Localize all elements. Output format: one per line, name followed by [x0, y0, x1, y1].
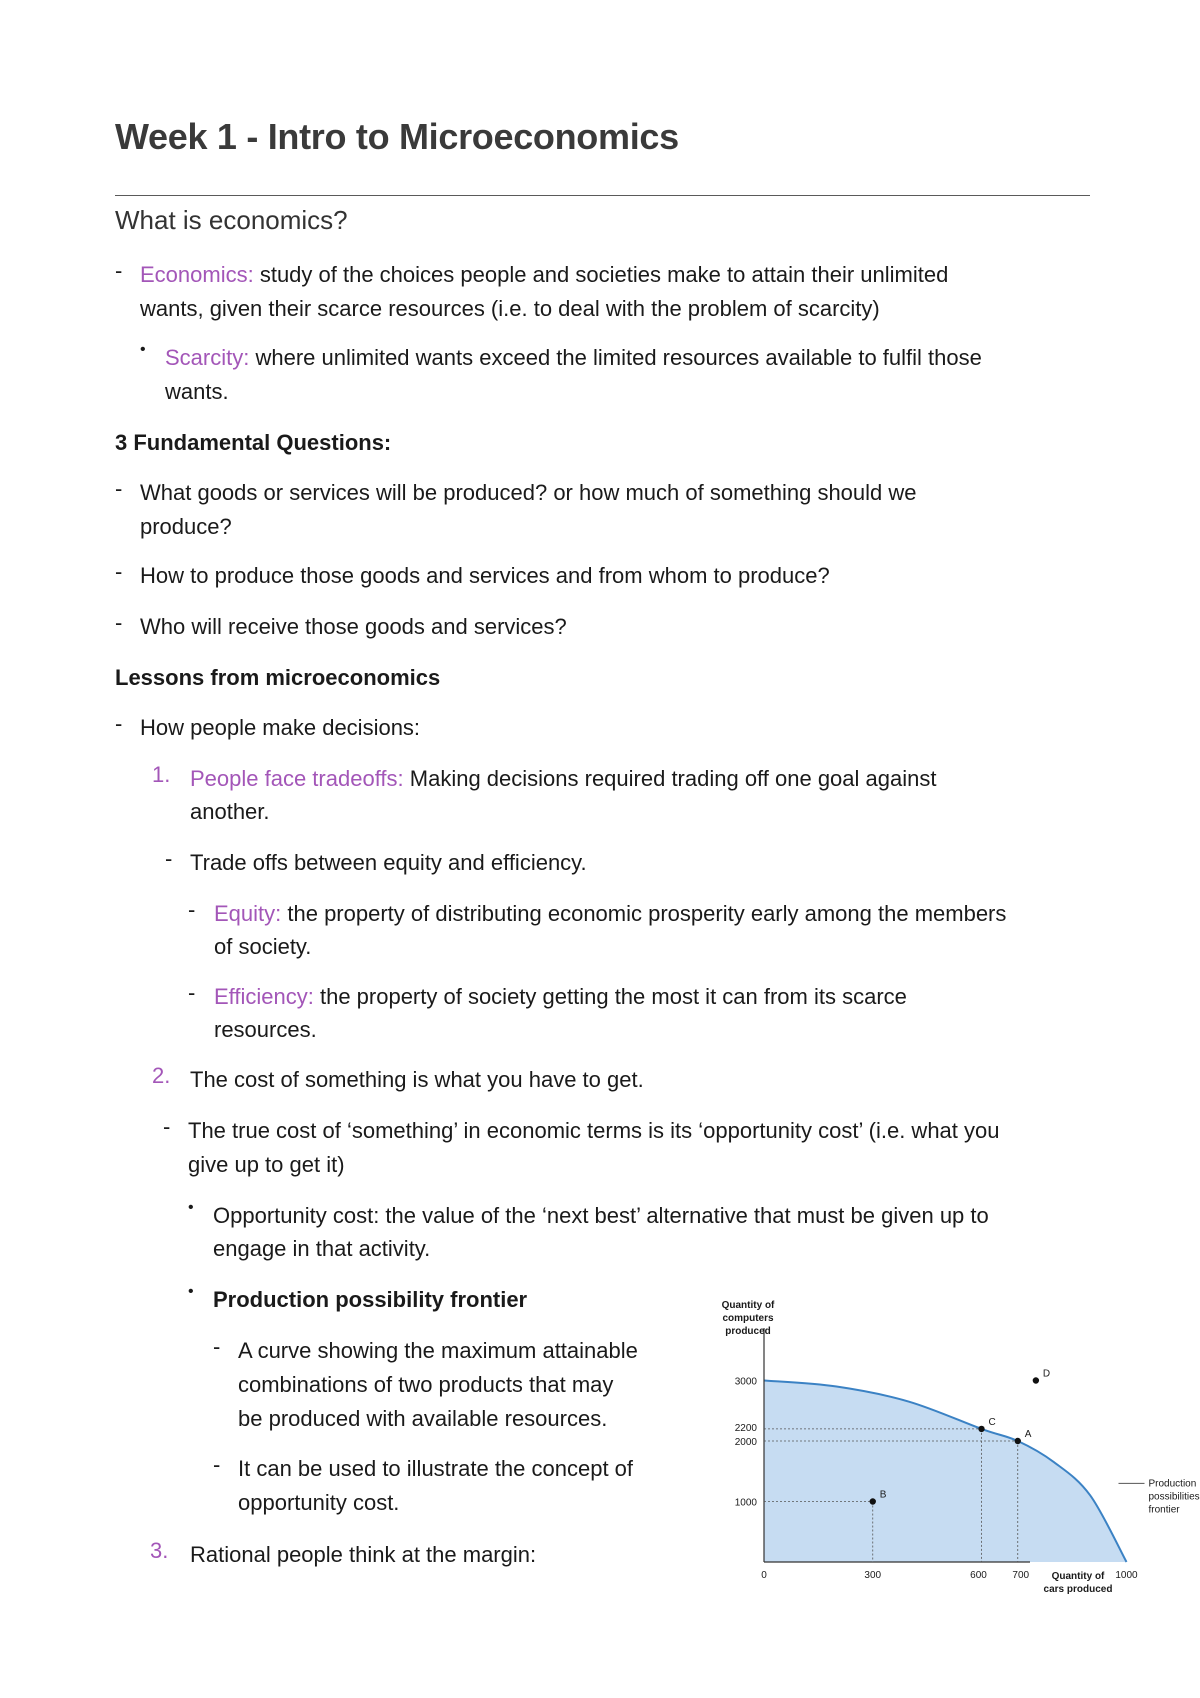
- title-divider: [115, 195, 1090, 196]
- data-point: [1033, 1377, 1039, 1383]
- x-tick-label: 0: [761, 1570, 767, 1581]
- point-label: B: [879, 1489, 887, 1501]
- frontier-annotation: possibilities: [1148, 1491, 1200, 1503]
- scarcity-line-2: wants.: [165, 379, 229, 404]
- scarcity-def: where unlimited wants exceed the limited resources available to fulfil those: [249, 345, 982, 370]
- page-title: Week 1 - Intro to Microeconomics: [115, 116, 679, 157]
- bullet-marker: •: [140, 341, 146, 358]
- data-point: [870, 1498, 876, 1504]
- ppf-def-line-1: A curve showing the maximum attainable: [238, 1338, 638, 1363]
- ppf-heading: Production possibility frontier: [213, 1287, 528, 1312]
- y-axis-label: Quantity of: [721, 1300, 775, 1311]
- dash-marker: -: [188, 897, 196, 922]
- tradeoffs-line-2: another.: [190, 799, 270, 824]
- frontier-annotation: Production: [1148, 1478, 1197, 1490]
- tradeoffs-line-1: [190, 762, 936, 796]
- fundamental-heading: 3 Fundamental Questions:: [115, 430, 392, 455]
- equity-line-2: of society.: [214, 934, 312, 959]
- truecost-line-1: The true cost of ‘something’ in economic terms is its ‘opportunity cost’ (i.e. what you: [188, 1118, 1000, 1143]
- frontier-annotation: frontier: [1148, 1504, 1180, 1516]
- dash-marker: -: [115, 559, 123, 584]
- dash-marker: -: [213, 1452, 221, 1477]
- data-point: [978, 1426, 984, 1432]
- tradeoffs-sub: Trade offs between equity and efficiency.: [190, 850, 587, 875]
- truecost-line-2: give up to get it): [188, 1152, 345, 1177]
- x-tick-label: 1000: [1115, 1570, 1138, 1581]
- dash-marker: -: [188, 980, 196, 1005]
- question-2: How to produce those goods and services and from whom to produce?: [140, 563, 830, 588]
- section-heading: What is economics?: [115, 205, 348, 235]
- efficiency-line-1: [214, 980, 907, 1014]
- efficiency-def: the property of society getting the most it can from its scarce: [313, 984, 907, 1009]
- x-tick-label: 300: [864, 1570, 882, 1581]
- question-3: Who will receive those goods and services?: [140, 614, 567, 639]
- lesson-intro: How people make decisions:: [140, 715, 421, 740]
- economics-def: study of the choices people and societies make to attain their unlimited: [253, 262, 949, 287]
- x-tick-label: 600: [970, 1570, 987, 1581]
- equity-term: Equity:: [214, 901, 282, 926]
- efficiency-term: Efficiency:: [214, 984, 314, 1009]
- x-axis-label: cars produced: [1043, 1584, 1113, 1595]
- tradeoffs-def: Making decisions required trading off one goal against: [403, 766, 937, 791]
- y-axis-label: computers: [722, 1313, 774, 1324]
- opportunity-line-1: Opportunity cost: the value of the ‘next best’ alternative that must be given up to: [213, 1203, 989, 1228]
- list-number: 2.: [152, 1063, 171, 1088]
- y-axis-label: produced: [725, 1326, 771, 1337]
- dash-marker: -: [163, 1114, 171, 1139]
- y-tick-label: 2000: [734, 1437, 757, 1448]
- dash-marker: -: [115, 476, 123, 501]
- dash-marker: -: [115, 258, 123, 283]
- economics-term: Economics:: [140, 262, 254, 287]
- y-tick-label: 1000: [734, 1497, 757, 1509]
- dash-marker: -: [165, 846, 173, 871]
- dash-marker: -: [115, 610, 123, 635]
- ppf-def-line-3: be produced with available resources.: [238, 1406, 608, 1431]
- economics-line-1: [140, 258, 948, 292]
- point-label: A: [1024, 1429, 1032, 1440]
- cost-heading: The cost of something is what you have to get.: [190, 1067, 644, 1092]
- ppf-chart: [700, 1300, 1200, 1600]
- opportunity-line-2: engage in that activity.: [213, 1236, 431, 1261]
- dash-marker: -: [213, 1334, 221, 1359]
- ppf-use-line-2: opportunity cost.: [238, 1490, 400, 1515]
- scarcity-line-1: [165, 341, 982, 375]
- data-point: [1015, 1438, 1021, 1444]
- question-1-line-1: What goods or services will be produced? or how much of something should we: [140, 480, 917, 505]
- ppf-use-line-1: It can be used to illustrate the concept of: [238, 1456, 634, 1481]
- x-axis-label: Quantity of: [1051, 1571, 1105, 1582]
- equity-line-1: [214, 897, 1006, 931]
- ppf-def-line-2: combinations of two products that may: [238, 1372, 614, 1397]
- lessons-heading: Lessons from microeconomics: [115, 665, 441, 690]
- question-1-line-2: produce?: [140, 514, 232, 539]
- point-label: C: [988, 1416, 996, 1428]
- margin-heading: Rational people think at the margin:: [190, 1542, 537, 1567]
- scarcity-term: Scarcity:: [165, 345, 250, 370]
- bullet-marker: •: [188, 1283, 194, 1300]
- bullet-marker: •: [188, 1199, 194, 1216]
- list-number: 1.: [152, 762, 171, 787]
- y-tick-label: 2200: [734, 1422, 757, 1434]
- tradeoffs-term: People face tradeoffs:: [190, 766, 404, 791]
- point-label: D: [1042, 1368, 1051, 1380]
- economics-line-2: wants, given their scarce resources (i.e. to deal with the problem of scarcity): [140, 296, 880, 321]
- dash-marker: -: [115, 711, 123, 736]
- frontier-area: [764, 1381, 1127, 1563]
- x-tick-label: 700: [1012, 1570, 1030, 1581]
- y-tick-label: 3000: [734, 1376, 757, 1388]
- efficiency-line-2: resources.: [214, 1017, 317, 1042]
- list-number: 3.: [150, 1538, 169, 1563]
- equity-def: the property of distributing economic prosperity early among the members: [281, 901, 1007, 926]
